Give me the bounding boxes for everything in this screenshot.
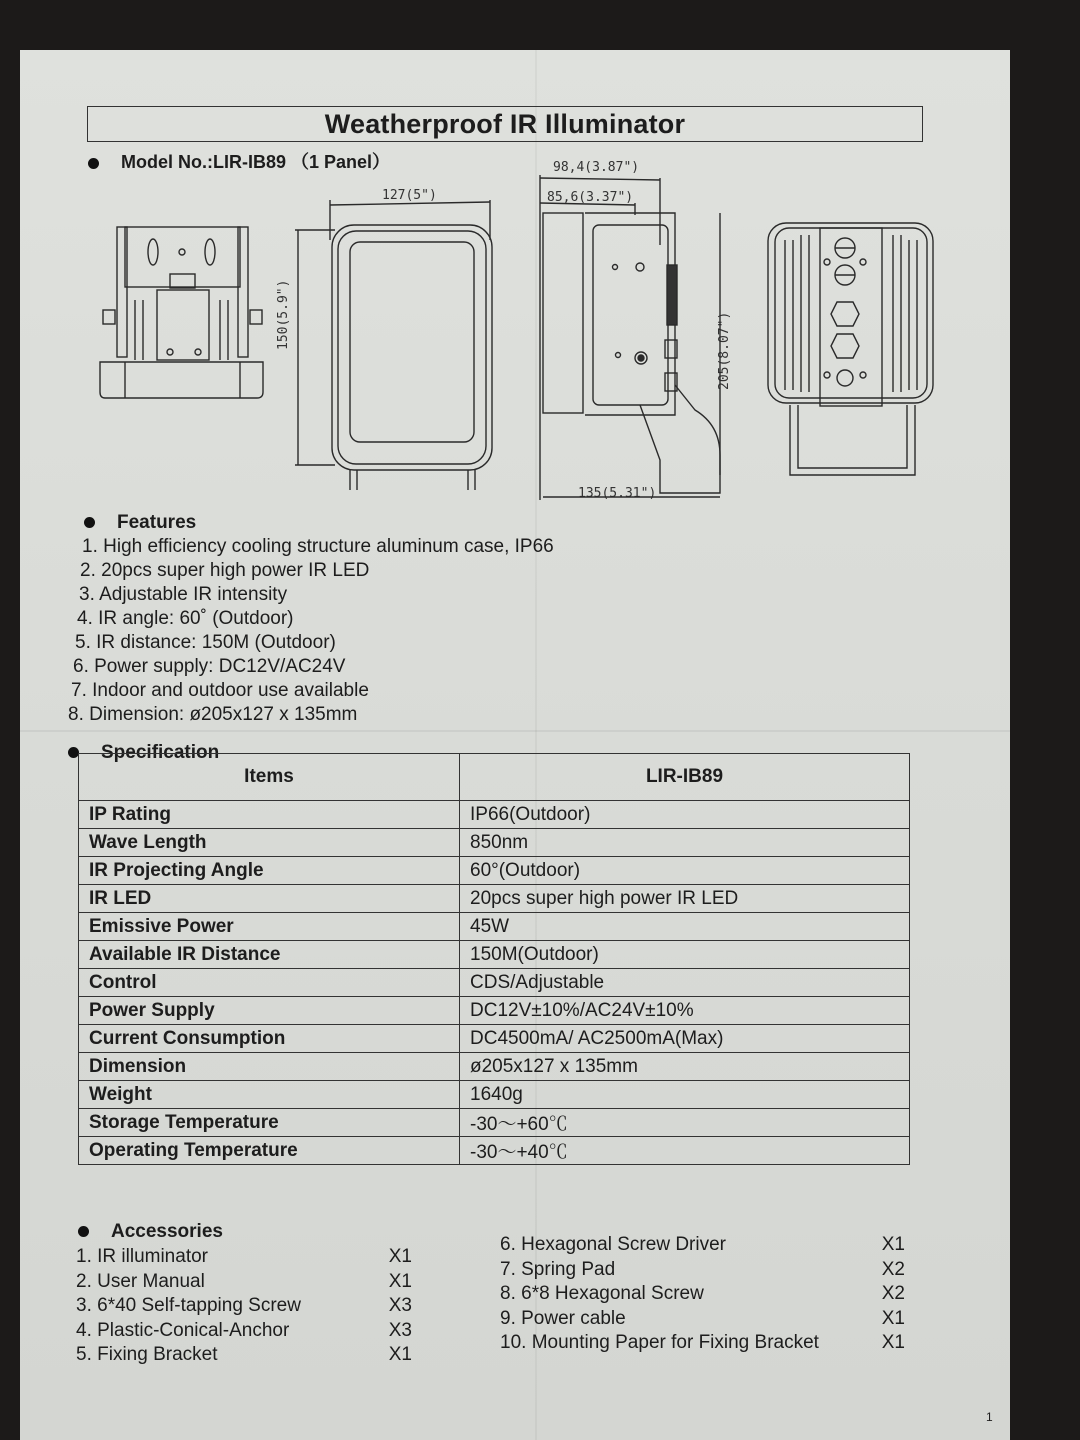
- table-row: Available IR Distance 150M(Outdoor): [79, 941, 910, 969]
- side-depth-outer-dimension: 98,4(3.87"): [553, 160, 640, 175]
- table-header-row: [79, 754, 910, 801]
- rear-view-drawing: [765, 220, 940, 485]
- specification-heading: Specification: [68, 742, 219, 764]
- accessory-item: 2. User Manual X1: [76, 1270, 412, 1292]
- model-number-line: [88, 148, 390, 174]
- features-heading: Features: [84, 512, 196, 534]
- side-height-dimension: 205(8.07"): [717, 311, 732, 390]
- accessories-heading: Accessories: [78, 1221, 223, 1243]
- feature-item: 8. Dimension: ø205x127 x 135mm: [68, 704, 358, 725]
- bracket-view-drawing: [95, 222, 270, 402]
- accessory-item: 9. Power cable X1: [500, 1307, 905, 1329]
- feature-item: 7. Indoor and outdoor use available: [71, 680, 369, 701]
- specification-table: [78, 753, 910, 1165]
- table-row: Control CDS/Adjustable: [79, 969, 910, 997]
- accessories-list-left: [76, 1245, 412, 1368]
- accessory-item: 10. Mounting Paper for Fixing Bracket X1: [500, 1332, 905, 1353]
- side-depth-inner-dimension: 85,6(3.37"): [547, 190, 634, 205]
- table-row: Wave Length 850nm: [79, 829, 910, 857]
- feature-item: 3. Adjustable IR intensity: [79, 584, 288, 605]
- table-row: IR Projecting Angle 60°(Outdoor): [79, 857, 910, 885]
- table-row: Power Supply DC12V±10%/AC24V±10%: [79, 997, 910, 1025]
- accessory-item: 3. 6*40 Self-tapping Screw X3: [76, 1295, 412, 1316]
- table-row: Current Consumption DC4500mA/ AC2500mA(Max): [79, 1025, 910, 1053]
- accessory-item: 7. Spring Pad X2: [500, 1258, 905, 1280]
- front-height-dimension: 150(5.9"): [276, 279, 291, 350]
- table-row: IR LED 20pcs super high power IR LED: [79, 885, 910, 913]
- accessories-list-right: [500, 1233, 905, 1356]
- features-list: [68, 535, 554, 727]
- table-row: IP Rating IP66(Outdoor): [79, 801, 910, 829]
- bullet-icon: [84, 517, 95, 528]
- accessory-item: 8. 6*8 Hexagonal Screw X2: [500, 1283, 905, 1304]
- model-number: Model No.:LIR-IB89 （1 Panel）: [121, 152, 391, 172]
- table-row: Storage Temperature -30～+60℃: [79, 1109, 910, 1137]
- page-number: 1: [986, 1410, 993, 1424]
- feature-item: 4. IR angle: 60˚ (Outdoor): [77, 608, 294, 629]
- table-row: Weight 1640g: [79, 1081, 910, 1109]
- document-title: Weatherproof IR Illuminator: [324, 109, 686, 139]
- feature-item: 6. Power supply: DC12V/AC24V: [73, 656, 346, 677]
- accessory-item: 5. Fixing Bracket X1: [76, 1344, 412, 1365]
- accessory-item: 4. Plastic-Conical-Anchor X3: [76, 1319, 412, 1341]
- column-header-model: LIR-IB89: [460, 754, 910, 801]
- accessory-item: 1. IR illuminator X1: [76, 1246, 412, 1267]
- bracket-length-dimension: 135(5.31"): [578, 486, 657, 501]
- feature-item: 5. IR distance: 150M (Outdoor): [75, 632, 336, 653]
- fold-crease-horizontal: [20, 730, 1010, 732]
- manual-page: [20, 50, 1010, 1440]
- table-row: Emissive Power 45W: [79, 913, 910, 941]
- feature-item: 1. High efficiency cooling structure aluminum case, IP66: [82, 536, 554, 557]
- feature-item: 2. 20pcs super high power IR LED: [80, 560, 370, 581]
- table-row: Dimension ø205x127 x 135mm: [79, 1053, 910, 1081]
- front-width-dimension: 127(5"): [382, 188, 437, 203]
- table-row: Operating Temperature -30～+40℃: [79, 1137, 910, 1165]
- column-header-items: Items: [79, 754, 460, 801]
- bullet-icon: [88, 158, 99, 169]
- bullet-icon: [78, 1226, 89, 1237]
- accessory-item: 6. Hexagonal Screw Driver X1: [500, 1234, 905, 1255]
- title-banner: [87, 106, 923, 142]
- side-view-drawing: [535, 175, 745, 505]
- front-view-drawing: [295, 200, 495, 490]
